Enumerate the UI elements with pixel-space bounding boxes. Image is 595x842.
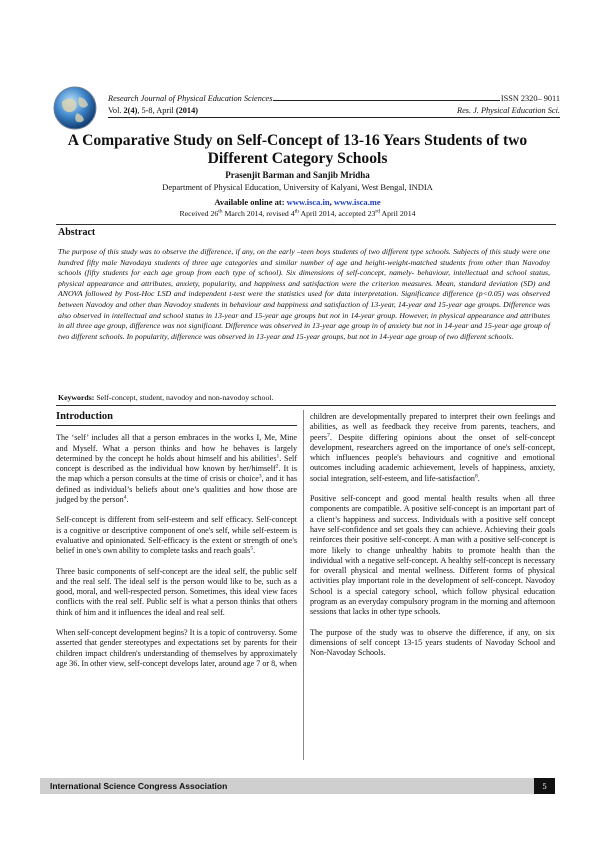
abstract-heading: Abstract bbox=[58, 227, 96, 238]
affiliation: Department of Physical Education, University of Kalyani, West Bengal, INDIA bbox=[162, 182, 433, 192]
paragraph: children are developmentally prepared to interpret their own feelings and abilities, as well as feedback they receive from parents, teachers, and peers$^7$. Despite differing opinions about the onset of self-concept development, researchers agreed on the importance of one's self-concept, which influences people's behaviours and cognitive and emotional outcomes including academic achievement, levels of happiness, anxiety, social integration, self-esteem, and life-satisfaction$^8$. bbox=[310, 412, 555, 483]
received-dates: Received 26th March 2014, revised 4th April 2014, accepted 23rd April 2014 bbox=[179, 208, 416, 218]
journal-abbrev: Res. J. Physical Education Sci. bbox=[457, 106, 560, 115]
paragraph: Three basic components of self-concept are the ideal self, the public self and the real self. The ideal self is the person would like to be, such as a good, moral, and well-respected person. Sometimes, this ideal view faces conflicts with the real self. Public self is what a person thinks that others think of him and it influences the ideal and real self. bbox=[56, 566, 297, 617]
volume-info: Vol. 2(4), 5-8, April (2014) bbox=[108, 106, 198, 115]
paragraph: Self-concept is different from self-esteem and self efficacy. Self-concept is a cognitive or descriptive component of one's self, while self-esteem is evaluative and opinionated. Self-efficacy is the extent or strength of one's belief in one's own ability to complete tasks and reach goals$^5$. bbox=[56, 515, 297, 556]
column-divider bbox=[303, 410, 304, 760]
keywords-list: Self-concept, student, navodoy and non-navodoy school. bbox=[94, 393, 274, 402]
journal-name: Research Journal of Physical Education Sciences bbox=[108, 94, 273, 103]
link-isca-me[interactable]: www.isca.me bbox=[333, 197, 381, 207]
right-column bbox=[310, 412, 555, 669]
paragraph: When self-concept development begins? It is a topic of controversy. Some asserted that gender stereotypes and expectations set by parents for their children impact children's understanding of themselves by approximately age 36. In other view, self-concept develops later, around age 7 or 8, when bbox=[56, 628, 297, 668]
journal-globe-logo bbox=[52, 85, 98, 131]
paper-authors: Prasenjit Barman and Sanjib Mridha bbox=[225, 170, 370, 180]
keywords-label: Keywords: bbox=[58, 393, 95, 402]
paragraph: The ‘self’ includes all that a person embraces in the works I, Me, Mine and Myself. What a person thinks and how he behaves is largely determined by the concept he holds about himself and his abilities$^1$. Self concept is described as the individual how known by her/himself$^2$. It is the map which a person consults at the time of crisis or choice$^3$, and it has defined as individual’s beliefs about one’s qualities and how those are judged by the person$^4$. bbox=[56, 433, 298, 505]
keywords bbox=[58, 393, 550, 402]
header-underline bbox=[273, 94, 499, 101]
volume-line bbox=[108, 106, 560, 115]
paper-title: A Comparative Study on Self-Concept of 13-16 Years Students of two Different Category Schools bbox=[67, 132, 528, 167]
link-isca-in[interactable]: www.isca.in bbox=[286, 197, 330, 207]
paragraph: Positive self-concept and good mental health results when all three components are compatible. A positive self-concept is an important part of a client’s happiness and success. Individuals with a positive self concept have self-confidence and set goals they can achieve. Achieving their goals reinforces their positive self-concept. A man with a positive self-concept is more likely to change unhealthy habits to promote health than the individual with a negative self-concept. A healthy self-concept is necessary for overall physical and mental wellness. Different forms of physical activities play important role in the development of self-concept. Navodoy School is a special category school, which follow physical education program as an everyday compulsory program in the morning and afternoon sessions that lacks in other type schools. bbox=[310, 494, 555, 617]
left-column bbox=[56, 410, 297, 679]
footer-organization: International Science Congress Association bbox=[50, 781, 228, 791]
page-number: 5 bbox=[534, 778, 555, 794]
available-online: Available online at: www.isca.in, www.isca.me bbox=[214, 197, 381, 207]
header-rule bbox=[108, 117, 560, 118]
introduction-heading: Introduction bbox=[56, 410, 297, 426]
journal-name-line bbox=[108, 94, 560, 103]
paragraph: The purpose of the study was to observe the difference, if any, on six dimensions of self concept 13-15 years students of Navoday School and Non-Navoday Schools. bbox=[310, 627, 555, 658]
issn: ISSN 2320– 9011 bbox=[500, 94, 560, 103]
abstract-text: The purpose of this study was to observe the difference, if any, on the early –teen boys students of two different type schools. Subjects of this study were one hundred fifty male Navodaya students of three age categories and similar number of age and height-weight-matched students from other than Navodoy schools (fifty students for each age group from each type of school). Six dimensions of self-concept, namely- behaviour, intellectual and school status, physical appearance and attributes, anxiety, popularity, and happiness and satisfaction were the criterion measures. Mean, standard deviation (SD) and ANOVA followed by Post-Hoc LSD and independent t-test were the statistics used for data interpretation. Significance difference (p<0.05) was observed between Navodoy and other than Navodoy students in behaviour and happiness and satisfaction of 13-year, 14-year and 15-year age groups. Difference was also observed in intellectual and school status in 13-year and 15-year age groups but not in 14-year group. However, in physical appearance and attributes in all three age group, difference was not significant. Difference was observed in 13-year age group in of anxiety but not in 14-year and 15-year age group of two different schools. In popularity, difference was observed in 13-year and 15-year groups, but not in 14-year age group of two different schools. bbox=[58, 247, 550, 341]
